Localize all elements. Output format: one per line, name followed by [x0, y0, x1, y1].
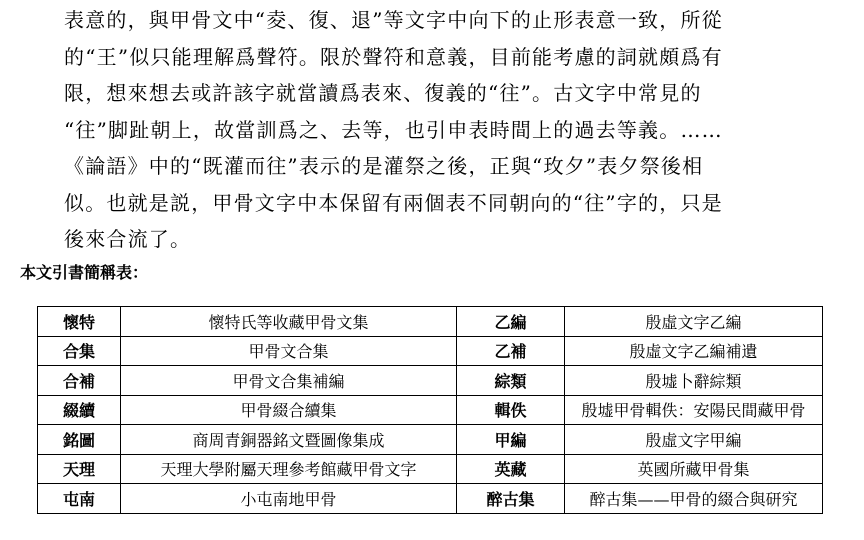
paragraph-line: “往”脚趾朝上，故當訓爲之、去等，也引申表時間上的過去等義。……	[64, 117, 723, 142]
abbreviation-cell: 銘圖	[38, 425, 121, 455]
abbreviation-cell: 天理	[38, 454, 121, 484]
full-title-cell: 小屯南地甲骨	[121, 484, 457, 514]
abbreviation-cell: 醉古集	[457, 484, 565, 514]
abbreviation-cell: 綴續	[38, 395, 121, 425]
full-title-cell: 殷虛文字甲編	[565, 425, 823, 455]
abbreviation-cell: 合集	[38, 336, 121, 366]
paragraph-line: 表意的，與甲骨文中“夌、復、退”等文字中向下的止形表意一致，所從	[64, 8, 723, 32]
full-title-cell: 殷虛文字乙編補遺	[565, 336, 823, 366]
table-row	[38, 366, 823, 396]
full-title-cell: 天理大學附屬天理參考館藏甲骨文字	[121, 454, 457, 484]
full-title-cell: 英國所藏甲骨集	[565, 454, 823, 484]
abbreviation-table-heading: 本文引書簡稱表：	[20, 263, 149, 282]
table-row	[38, 425, 823, 455]
table-row	[38, 484, 823, 514]
table-row	[38, 336, 823, 366]
paragraph-line: 限，想來想去或許該字就當讀爲表來、復義的“往”。古文字中常見的	[64, 81, 702, 105]
abbreviation-cell: 懷特	[38, 307, 121, 337]
full-title-cell: 殷墟卜辭綜類	[565, 366, 823, 396]
full-title-cell: 甲骨文合集補編	[121, 366, 457, 396]
abbreviation-cell: 輯佚	[457, 395, 565, 425]
full-title-cell: 懷特氏等收藏甲骨文集	[121, 307, 457, 337]
table-row	[38, 395, 823, 425]
abbreviation-cell: 甲編	[457, 425, 565, 455]
paragraph-line: 似。也就是説，甲骨文字中本保留有兩個表不同朝向的“往”字的，只是	[64, 190, 723, 215]
table-row	[38, 307, 823, 337]
table-row	[38, 454, 823, 484]
full-title-cell: 殷虛文字乙編	[565, 307, 823, 337]
full-title-cell: 甲骨文合集	[121, 336, 457, 366]
abbreviation-table	[37, 306, 823, 514]
full-title-cell: 醉古集——甲骨的綴合與研究	[565, 484, 823, 514]
body-paragraph	[64, 0, 804, 258]
paragraph-line: 後來合流了。	[64, 227, 192, 251]
full-title-cell: 殷墟甲骨輯佚：安陽民間藏甲骨	[565, 395, 823, 425]
abbreviation-cell: 英藏	[457, 454, 565, 484]
abbreviation-cell: 合補	[38, 366, 121, 396]
paragraph-line: 《論語》中的“既灌而往”表示的是灌祭之後，正與“玫夕”表夕祭後相	[64, 154, 704, 178]
abbreviation-cell: 屯南	[38, 484, 121, 514]
abbreviation-cell: 乙編	[457, 307, 565, 337]
abbreviation-cell: 綜類	[457, 366, 565, 396]
abbreviation-cell: 乙補	[457, 336, 565, 366]
paragraph-line: 的“王”似只能理解爲聲符。限於聲符和意義，目前能考慮的詞就頗爲有	[64, 44, 723, 69]
full-title-cell: 商周青銅器銘文暨圖像集成	[121, 425, 457, 455]
full-title-cell: 甲骨綴合續集	[121, 395, 457, 425]
